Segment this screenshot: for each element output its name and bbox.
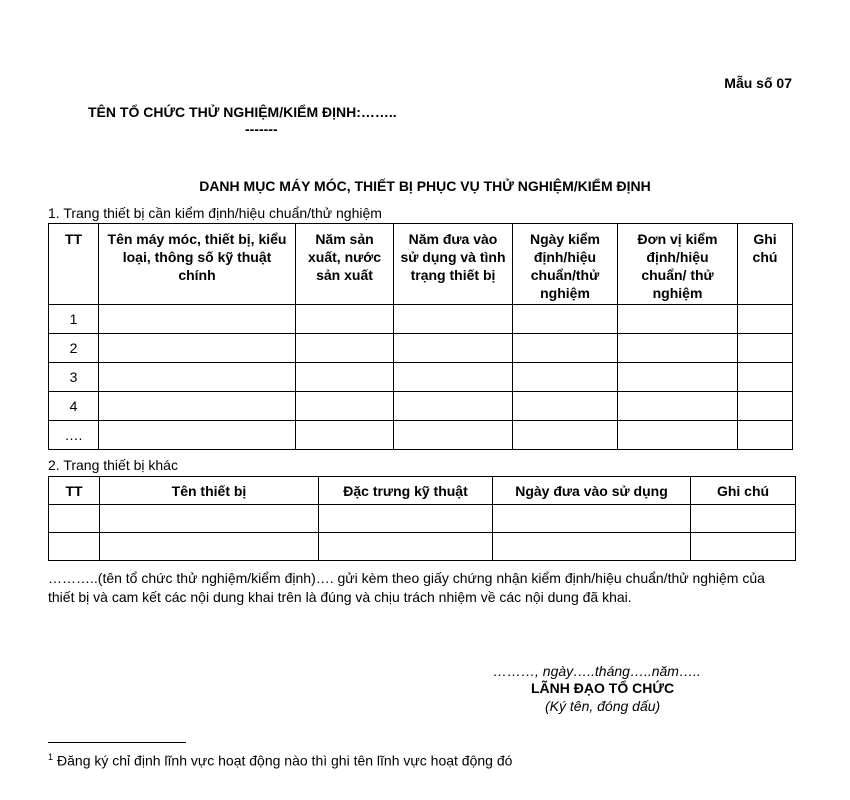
column-header: TT xyxy=(49,477,100,505)
table-row xyxy=(49,421,793,450)
row-number: …. xyxy=(49,421,99,450)
column-header: Tên thiết bị xyxy=(100,477,319,505)
row-number: 1 xyxy=(49,305,99,334)
section-2-heading: 2. Trang thiết bị khác xyxy=(48,457,178,473)
organization-dash: ------- xyxy=(245,121,278,137)
table-row xyxy=(49,392,793,421)
other-equipment-table-header xyxy=(49,477,796,505)
table-row xyxy=(49,305,793,334)
column-header: Năm đưa vào sử dụng và tình trạng thiết bị xyxy=(394,224,513,305)
table-row xyxy=(49,505,796,533)
other-equipment-table xyxy=(48,476,796,561)
column-header: Đơn vị kiểm định/hiệu chuẩn/ thử nghiệm xyxy=(618,224,738,305)
column-header: Ngày đưa vào sử dụng xyxy=(493,477,691,505)
column-header: Ghi chú xyxy=(691,477,796,505)
column-header: Ngày kiểm định/hiệu chuẩn/thử nghiệm xyxy=(513,224,618,305)
signature-note: (Ký tên, đóng dấu) xyxy=(545,698,661,714)
table-row xyxy=(49,363,793,392)
date-line: ………, ngày…..tháng…..năm….. xyxy=(493,663,701,679)
equipment-table-header xyxy=(49,224,793,305)
leader-title: LÃNH ĐẠO TỔ CHỨC xyxy=(531,680,675,696)
footnote-marker: 1 xyxy=(48,752,54,762)
document-title: DANH MỤC MÁY MÓC, THIẾT BỊ PHỤC VỤ THỬ NGHIỆM/KIỂM ĐỊNH xyxy=(199,178,651,194)
row-number: 3 xyxy=(49,363,99,392)
column-header: Năm sản xuất, nước sản xuất xyxy=(296,224,394,305)
equipment-table xyxy=(48,223,793,450)
table-row xyxy=(49,334,793,363)
row-number: 4 xyxy=(49,392,99,421)
table-row xyxy=(49,533,796,561)
organization-name: TÊN TỔ CHỨC THỬ NGHIỆM/KIỂM ĐỊNH:…….. xyxy=(88,104,397,120)
column-header: TT xyxy=(49,224,99,305)
form-number: Mẫu số 07 xyxy=(724,75,792,91)
column-header: Đặc trưng kỹ thuật xyxy=(319,477,493,505)
column-header: Ghi chú xyxy=(738,224,793,305)
footnote-text: Đăng ký chỉ định lĩnh vực hoạt động nào thì ghi tên lĩnh vực hoạt động đó xyxy=(57,752,513,769)
section-1-heading: 1. Trang thiết bị cần kiểm định/hiệu chuẩn/thử nghiệm xyxy=(48,205,382,221)
commitment-text: ………..(tên tổ chức thử nghiệm/kiểm định)…. gửi kèm theo giấy chứng nhận kiểm định/hiệu chuẩn/thử nghiệm của thiết bị và cam kết các nội dung khai trên là đúng và chịu trách nhiệm về các nội dung đã khai. xyxy=(48,570,765,605)
footnote xyxy=(48,752,512,769)
row-number: 2 xyxy=(49,334,99,363)
footnote-divider xyxy=(48,742,186,743)
column-header: Tên máy móc, thiết bị, kiểu loại, thông số kỹ thuật chính xyxy=(99,224,296,305)
